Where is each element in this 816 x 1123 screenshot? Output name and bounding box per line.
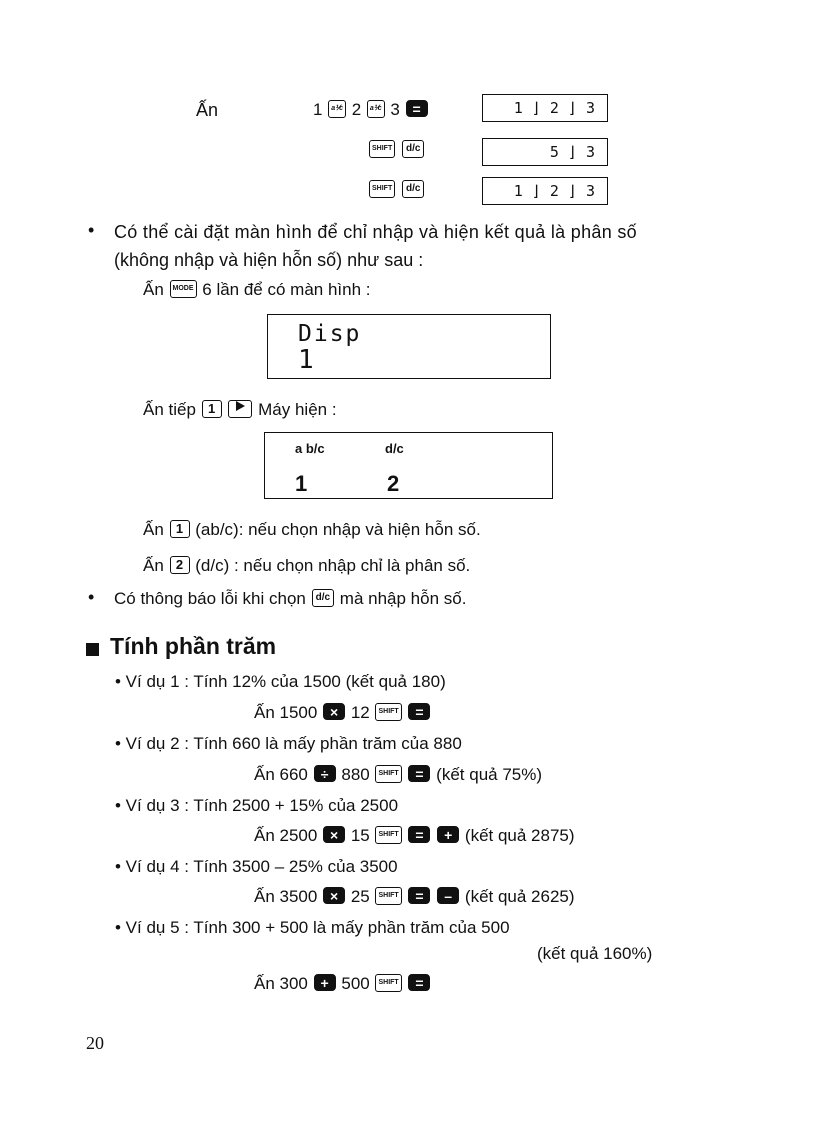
press-prefix: Ấn xyxy=(143,280,164,299)
example-5-title: • Ví dụ 5 : Tính 300 + 500 là mấy phần trăm của 500 xyxy=(115,918,510,937)
shift-key[interactable]: SHIFT xyxy=(375,974,401,992)
mode-instruction xyxy=(143,280,371,300)
next-prefix: Ấn tiếp xyxy=(143,400,196,419)
lcd-screen-options xyxy=(264,432,553,499)
right-arrow-key[interactable] xyxy=(228,400,252,418)
example-1-title: • Ví dụ 1 : Tính 12% của 1500 (kết quả 180) xyxy=(115,672,446,691)
key-2[interactable]: 2 xyxy=(170,556,190,574)
screen-option-ab-c: a b/c xyxy=(295,441,325,456)
result-text: (kết quả 2625) xyxy=(464,887,575,906)
plus-key[interactable]: + xyxy=(437,826,459,843)
example-1-keys xyxy=(254,703,431,723)
option-2-line xyxy=(143,556,470,576)
equals-key[interactable]: = xyxy=(408,974,430,991)
press-label: Ấn xyxy=(196,100,219,120)
fraction-key[interactable]: a⅟c xyxy=(328,100,346,118)
multiply-key[interactable]: × xyxy=(323,826,345,843)
plus-key[interactable]: + xyxy=(314,974,336,991)
second-number: 500 xyxy=(341,974,370,993)
shift-key[interactable]: SHIFT xyxy=(369,140,395,158)
next-instruction xyxy=(143,400,337,420)
example-3-keys xyxy=(254,826,575,846)
display-value: 1 ⌋ 2 ⌋ 3 xyxy=(513,182,595,200)
second-number: 15 xyxy=(350,826,370,845)
display-value: 1 ⌋ 2 ⌋ 3 xyxy=(513,99,595,117)
equals-key[interactable]: = xyxy=(408,887,430,904)
equals-key[interactable]: = xyxy=(408,765,430,782)
opt2-text: (d/c) : nếu chọn nhập chỉ là phân số. xyxy=(195,556,471,575)
screen-disp-value: 1 xyxy=(298,345,314,375)
shift-key[interactable]: SHIFT xyxy=(369,180,395,198)
shift-key[interactable]: SHIFT xyxy=(375,887,401,905)
press-number: Ấn 660 xyxy=(254,765,308,784)
press-number: Ấn 2500 xyxy=(254,826,318,845)
digit: 3 xyxy=(390,100,400,119)
screen-disp-label: Disp xyxy=(298,321,362,347)
example-2-title: • Ví dụ 2 : Tính 660 là mấy phần trăm của 880 xyxy=(115,734,462,753)
error-note xyxy=(114,589,466,609)
lcd-screen-disp xyxy=(267,314,551,379)
opt1-prefix: Ấn xyxy=(143,520,164,539)
display-value: 5 ⌋ 3 xyxy=(549,143,595,161)
setup-text-line-2: (không nhập và hiện hỗn số) như sau : xyxy=(114,250,424,270)
key-sequence-row-2 xyxy=(368,140,425,160)
key-1[interactable]: 1 xyxy=(170,520,190,538)
key-sequence-row-1 xyxy=(313,100,429,120)
equals-key[interactable]: = xyxy=(408,703,430,720)
key-1[interactable]: 1 xyxy=(202,400,222,418)
shift-key[interactable]: SHIFT xyxy=(375,826,401,844)
shift-key[interactable]: SHIFT xyxy=(375,765,401,783)
multiply-key[interactable]: × xyxy=(323,887,345,904)
error-suffix: mà nhập hỗn số. xyxy=(339,589,467,608)
press-suffix: 6 lần để có màn hình : xyxy=(202,280,371,299)
example-4-title: • Ví dụ 4 : Tính 3500 – 25% của 3500 xyxy=(115,857,398,876)
example-2-keys xyxy=(254,765,542,785)
mode-key[interactable]: MODE xyxy=(170,280,197,298)
setup-text-line-1: Có thể cài đặt màn hình để chỉ nhập và hiện kết quả là phân số xyxy=(114,222,637,242)
result-display-1 xyxy=(482,94,608,122)
result-display-3 xyxy=(482,177,608,205)
example-4-keys xyxy=(254,887,575,907)
divide-key[interactable]: ÷ xyxy=(314,765,336,782)
key-sequence-row-3 xyxy=(368,180,425,200)
minus-key[interactable]: – xyxy=(437,887,459,904)
triangle-right-icon xyxy=(236,401,245,411)
dc-key[interactable]: d/c xyxy=(402,140,424,158)
bullet-icon: • xyxy=(88,587,95,607)
press-number: Ấn 3500 xyxy=(254,887,318,906)
option-1-line xyxy=(143,520,481,540)
press-number: Ấn 1500 xyxy=(254,703,318,722)
page-number: 20 xyxy=(86,1033,104,1053)
example-3-title: • Ví dụ 3 : Tính 2500 + 15% của 2500 xyxy=(115,796,399,815)
result-text: (kết quả 2875) xyxy=(464,826,575,845)
equals-key[interactable]: = xyxy=(408,826,430,843)
digit: 1 xyxy=(313,100,323,119)
second-number: 880 xyxy=(341,765,370,784)
second-number: 12 xyxy=(350,703,370,722)
equals-key[interactable]: = xyxy=(406,100,428,117)
example-5-keys xyxy=(254,974,431,994)
opt2-prefix: Ấn xyxy=(143,556,164,575)
result-display-2 xyxy=(482,138,608,166)
dc-key[interactable]: d/c xyxy=(402,180,424,198)
bullet-icon: • xyxy=(88,220,95,240)
multiply-key[interactable]: × xyxy=(323,703,345,720)
fraction-key[interactable]: a⅟c xyxy=(367,100,385,118)
result-text: (kết quả 75%) xyxy=(436,765,543,784)
screen-option-num-1: 1 xyxy=(295,471,308,496)
shift-key[interactable]: SHIFT xyxy=(375,703,401,721)
press-number: Ấn 300 xyxy=(254,974,308,993)
dc-key[interactable]: d/c xyxy=(312,589,334,607)
digit: 2 xyxy=(351,100,362,119)
example-5-result: (kết quả 160%) xyxy=(537,944,653,963)
screen-option-num-2: 2 xyxy=(387,471,400,496)
error-prefix: Có thông báo lỗi khi chọn xyxy=(114,589,306,608)
second-number: 25 xyxy=(350,887,370,906)
next-suffix: Máy hiện : xyxy=(258,400,337,419)
section-square-icon xyxy=(86,643,99,656)
screen-option-dc: d/c xyxy=(385,441,404,456)
opt1-text: (ab/c): nếu chọn nhập và hiện hỗn số. xyxy=(195,520,481,539)
section-title: Tính phần trăm xyxy=(110,633,277,659)
